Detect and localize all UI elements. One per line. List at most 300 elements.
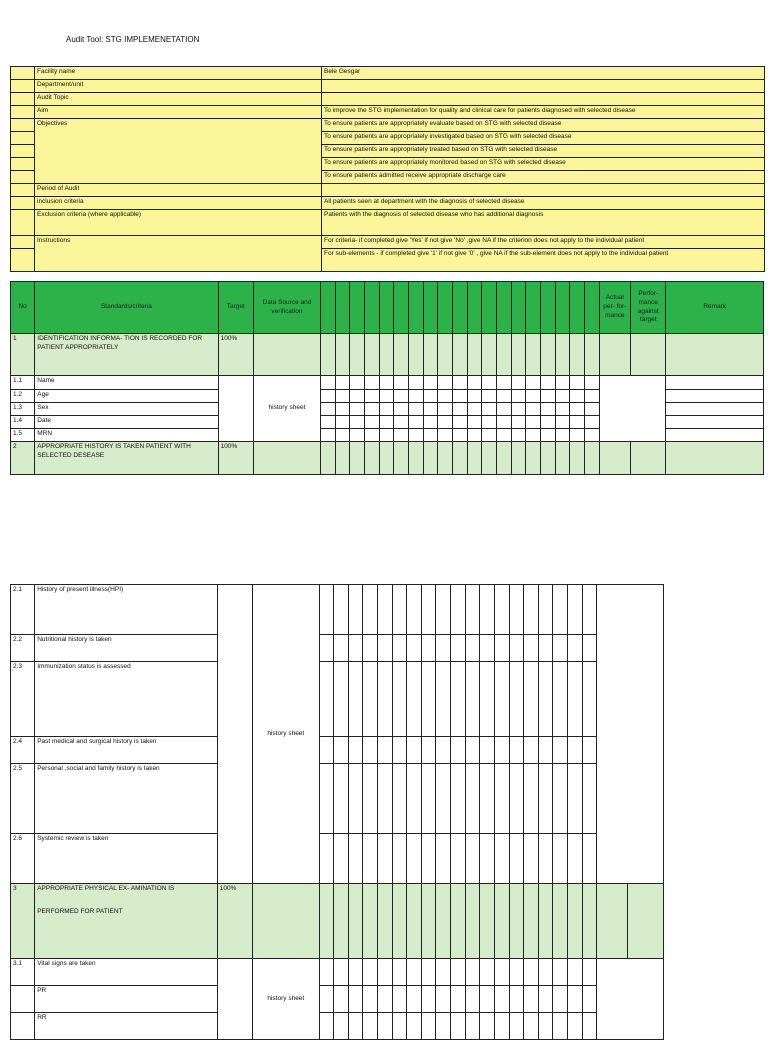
grid-cell (421, 834, 436, 884)
grid-cell (379, 390, 394, 403)
grid-cell (392, 737, 407, 764)
grid-cell (436, 959, 451, 986)
info-row (11, 119, 765, 132)
grid-cell (319, 662, 334, 737)
grid-cell (379, 442, 394, 475)
grid-cell (511, 390, 526, 403)
grid-cell (494, 635, 509, 662)
grid-cell (334, 986, 349, 1013)
grid-cell (436, 662, 451, 737)
grid-cell (407, 986, 422, 1013)
grid-cell (421, 1013, 436, 1040)
grid-cell (335, 334, 350, 376)
grid-cell (524, 635, 539, 662)
grid-cell (496, 403, 511, 416)
info-row (11, 197, 765, 210)
grid-cell (364, 403, 379, 416)
criterion-number: 1 (11, 334, 35, 376)
grid-cell (482, 334, 497, 376)
grid-cell (540, 334, 555, 376)
criterion-number: 3 (11, 884, 35, 959)
grid-cell (570, 442, 585, 475)
grid-cell (363, 635, 378, 662)
grid-cell (509, 986, 524, 1013)
grid-cell (567, 662, 582, 737)
info-marker (11, 210, 35, 236)
grid-cell (567, 959, 582, 986)
grid-cell (335, 376, 350, 390)
info-label (35, 158, 322, 171)
criterion-row (11, 442, 764, 475)
grid-cell (582, 986, 597, 1013)
header-target: Target (218, 282, 253, 334)
grid-cell (538, 884, 553, 959)
sub-source: history sheet (253, 959, 320, 1040)
grid-cell (540, 403, 555, 416)
grid-cell (540, 376, 555, 390)
grid-cell (555, 334, 570, 376)
grid-cell (582, 737, 597, 764)
grid-cell (423, 442, 438, 475)
grid-cell (408, 416, 423, 429)
grid-cell (467, 282, 482, 334)
grid-cell (438, 416, 453, 429)
grid-cell (334, 635, 349, 662)
grid-cell (555, 403, 570, 416)
grid-cell (436, 986, 451, 1013)
actual-cell (597, 884, 628, 959)
grid-cell (334, 1013, 349, 1040)
info-label: Objectives (35, 119, 322, 132)
info-row (11, 236, 765, 249)
grid-cell (567, 1013, 582, 1040)
grid-cell (392, 764, 407, 834)
info-row (11, 210, 765, 236)
grid-cell (494, 986, 509, 1013)
grid-cell (451, 764, 466, 834)
grid-cell (392, 1013, 407, 1040)
criterion-target: 100% (218, 334, 253, 376)
criteria-header-row (11, 282, 764, 334)
actual-cell (599, 442, 630, 475)
grid-cell (524, 662, 539, 737)
grid-cell (438, 403, 453, 416)
grid-cell (319, 884, 334, 959)
info-value: To improve the STG implementation for quality and clinical care for patients diagnosed with selected disease (322, 106, 765, 119)
sub-element-row (11, 986, 664, 1013)
grid-cell (407, 834, 422, 884)
grid-cell (451, 662, 466, 737)
info-marker (11, 184, 35, 197)
grid-cell (538, 959, 553, 986)
grid-cell (567, 884, 582, 959)
sub-element-row (11, 376, 764, 390)
grid-cell (394, 429, 409, 442)
grid-cell (392, 959, 407, 986)
grid-cell (379, 416, 394, 429)
grid-cell (452, 376, 467, 390)
info-value: To ensure patients are appropriately evaluate based on STG with selected disease (322, 119, 765, 132)
grid-cell (451, 834, 466, 884)
sub-element-number: 1.4 (11, 416, 35, 429)
grid-cell (334, 884, 349, 959)
info-marker (11, 197, 35, 210)
criterion-number: 2 (11, 442, 35, 475)
remark-cell (666, 416, 764, 429)
grid-cell (524, 834, 539, 884)
grid-cell (524, 1013, 539, 1040)
sub-element-row (11, 737, 664, 764)
grid-cell (582, 662, 597, 737)
info-label (35, 171, 322, 184)
grid-cell (494, 585, 509, 635)
grid-cell (509, 635, 524, 662)
grid-cell (540, 416, 555, 429)
grid-cell (465, 884, 480, 959)
grid-cell (538, 662, 553, 737)
grid-cell (350, 442, 365, 475)
grid-cell (423, 282, 438, 334)
info-label: Audit Topic (35, 93, 322, 106)
grid-cell (363, 884, 378, 959)
grid-cell (364, 429, 379, 442)
grid-cell (496, 334, 511, 376)
grid-cell (394, 390, 409, 403)
grid-cell (480, 884, 495, 959)
grid-cell (320, 416, 335, 429)
grid-cell (553, 959, 568, 986)
criterion-source (253, 884, 320, 959)
grid-cell (438, 429, 453, 442)
sub-element-text: Date (35, 416, 218, 429)
grid-cell (451, 1013, 466, 1040)
grid-cell (567, 986, 582, 1013)
grid-cell (555, 376, 570, 390)
grid-cell (348, 1013, 363, 1040)
grid-cell (526, 442, 541, 475)
criterion-text: IDENTIFICATION INFORMA- TION IS RECORDED FOR PATIENT APPROPRIATELY (35, 334, 218, 376)
sub-target (217, 585, 252, 884)
grid-cell (567, 764, 582, 834)
grid-cell (408, 282, 423, 334)
grid-cell (524, 585, 539, 635)
grid-cell (392, 585, 407, 635)
grid-cell (394, 442, 409, 475)
grid-cell (363, 764, 378, 834)
header-actual: Actual per- for- mance (599, 282, 630, 334)
grid-cell (423, 376, 438, 390)
grid-cell (494, 662, 509, 737)
grid-cell (538, 986, 553, 1013)
header-no: No (11, 282, 35, 334)
grid-cell (494, 834, 509, 884)
grid-cell (584, 403, 599, 416)
info-value: For criteria- if completed give 'Yes' if not give 'No' ,give NA if the criterion does not apply to the individual patient (322, 236, 765, 249)
grid-cell (394, 416, 409, 429)
info-label: Aim (35, 106, 322, 119)
grid-cell (335, 282, 350, 334)
grid-cell (320, 442, 335, 475)
info-value: Patients with the diagnosis of selected disease who has additional diagnosis (322, 210, 765, 236)
grid-cell (350, 416, 365, 429)
grid-cell (334, 585, 349, 635)
sub-element-number: 1.3 (11, 403, 35, 416)
grid-cell (335, 429, 350, 442)
grid-cell (363, 662, 378, 737)
grid-cell (465, 764, 480, 834)
grid-cell (452, 429, 467, 442)
grid-cell (378, 764, 393, 834)
info-row (11, 132, 765, 145)
grid-cell (421, 585, 436, 635)
grid-cell (467, 403, 482, 416)
sub-element-text: RR (35, 1013, 218, 1040)
grid-cell (421, 959, 436, 986)
grid-cell (570, 416, 585, 429)
grid-cell (451, 959, 466, 986)
grid-cell (509, 1013, 524, 1040)
grid-cell (480, 959, 495, 986)
info-marker (11, 80, 35, 93)
grid-cell (363, 959, 378, 986)
grid-cell (421, 884, 436, 959)
grid-cell (582, 884, 597, 959)
grid-cell (553, 834, 568, 884)
grid-cell (335, 403, 350, 416)
grid-cell (494, 764, 509, 834)
grid-cell (567, 635, 582, 662)
grid-cell (407, 585, 422, 635)
grid-cell (378, 834, 393, 884)
grid-cell (421, 662, 436, 737)
grid-cell (524, 884, 539, 959)
grid-cell (320, 429, 335, 442)
grid-cell (438, 334, 453, 376)
sub-element-row (11, 1013, 664, 1040)
grid-cell (526, 282, 541, 334)
grid-cell (540, 429, 555, 442)
grid-cell (553, 585, 568, 635)
grid-cell (319, 959, 334, 986)
grid-cell (526, 403, 541, 416)
grid-cell (540, 442, 555, 475)
grid-cell (553, 764, 568, 834)
grid-cell (482, 442, 497, 475)
grid-cell (335, 442, 350, 475)
sub-element-row (11, 662, 664, 737)
sub-source: history sheet (253, 585, 320, 884)
grid-cell (363, 585, 378, 635)
sub-element-row (11, 585, 664, 635)
grid-cell (408, 390, 423, 403)
grid-cell (320, 376, 335, 390)
grid-cell (582, 959, 597, 986)
grid-cell (421, 764, 436, 834)
grid-cell (407, 1013, 422, 1040)
sub-element-number: 3.1 (11, 959, 35, 986)
grid-cell (451, 585, 466, 635)
info-value (322, 184, 765, 197)
grid-cell (555, 442, 570, 475)
grid-cell (567, 585, 582, 635)
grid-cell (511, 376, 526, 390)
grid-cell (553, 662, 568, 737)
criteria-table-page1 (10, 281, 764, 475)
remark-cell (666, 376, 764, 390)
grid-cell (392, 834, 407, 884)
info-value: To ensure patients are appropriately treated based on STG with selected disease (322, 145, 765, 158)
grid-cell (582, 1013, 597, 1040)
grid-cell (319, 1013, 334, 1040)
grid-cell (465, 585, 480, 635)
grid-cell (438, 376, 453, 390)
grid-cell (423, 429, 438, 442)
grid-cell (364, 416, 379, 429)
grid-cell (348, 764, 363, 834)
grid-cell (407, 635, 422, 662)
grid-cell (553, 1013, 568, 1040)
grid-cell (408, 429, 423, 442)
grid-cell (538, 737, 553, 764)
grid-cell (392, 884, 407, 959)
grid-cell (421, 737, 436, 764)
grid-cell (526, 390, 541, 403)
grid-cell (452, 442, 467, 475)
grid-cell (407, 884, 422, 959)
sub-actual-performance (597, 959, 664, 1040)
grid-cell (465, 986, 480, 1013)
grid-cell (392, 986, 407, 1013)
sub-target (217, 959, 252, 1040)
criterion-text: APPROPRIATE HISTORY IS TAKEN PATIENT WITH SELECTED DESEASE (35, 442, 218, 475)
grid-cell (509, 662, 524, 737)
grid-cell (364, 282, 379, 334)
info-label: Facility name (35, 67, 322, 80)
grid-cell (509, 834, 524, 884)
sub-element-number: 2.5 (11, 764, 35, 834)
grid-cell (570, 403, 585, 416)
grid-cell (465, 635, 480, 662)
info-label (35, 249, 322, 272)
criterion-text-line2: PERFORMED FOR PATIENT (37, 907, 123, 915)
sub-element-text: Vital signs are taken (35, 959, 218, 986)
grid-cell (378, 959, 393, 986)
grid-cell (584, 429, 599, 442)
grid-cell (555, 416, 570, 429)
info-label: inclusion criteria (35, 197, 322, 210)
grid-cell (494, 884, 509, 959)
grid-cell (350, 282, 365, 334)
info-row (11, 145, 765, 158)
grid-cell (467, 334, 482, 376)
sub-element-number: 2.1 (11, 585, 35, 635)
grid-cell (452, 334, 467, 376)
grid-cell (423, 334, 438, 376)
grid-cell (538, 764, 553, 834)
grid-cell (555, 390, 570, 403)
grid-cell (378, 585, 393, 635)
grid-cell (334, 737, 349, 764)
grid-cell (538, 585, 553, 635)
criterion-row (11, 884, 664, 959)
info-value: To ensure patients are appropriately monitored based on STG with selected disease (322, 158, 765, 171)
sub-element-row (11, 959, 664, 986)
sub-element-text: Nutritional history is taken (35, 635, 218, 662)
grid-cell (408, 376, 423, 390)
grid-cell (378, 884, 393, 959)
grid-cell (319, 635, 334, 662)
grid-cell (350, 334, 365, 376)
grid-cell (582, 585, 597, 635)
grid-cell (496, 390, 511, 403)
grid-cell (584, 390, 599, 403)
grid-cell (364, 334, 379, 376)
grid-cell (319, 737, 334, 764)
info-marker (11, 145, 35, 158)
grid-cell (538, 1013, 553, 1040)
sub-element-text: PR (35, 986, 218, 1013)
header-performance: Perfor- mance against target (631, 282, 666, 334)
remark-cell (666, 442, 764, 475)
grid-cell (407, 764, 422, 834)
grid-cell (421, 986, 436, 1013)
grid-cell (511, 416, 526, 429)
grid-cell (394, 376, 409, 390)
grid-cell (526, 416, 541, 429)
grid-cell (378, 662, 393, 737)
grid-cell (480, 585, 495, 635)
grid-cell (378, 635, 393, 662)
grid-cell (421, 635, 436, 662)
grid-cell (407, 959, 422, 986)
criterion-text-line1: APPROPRIATE PHYSICAL EX- AMINATION IS (37, 885, 175, 892)
grid-cell (452, 390, 467, 403)
criterion-text (35, 884, 218, 959)
grid-cell (511, 442, 526, 475)
grid-cell (511, 334, 526, 376)
grid-cell (526, 376, 541, 390)
info-row (11, 184, 765, 197)
grid-cell (334, 764, 349, 834)
sub-element-number: 2.2 (11, 635, 35, 662)
info-marker (11, 93, 35, 106)
grid-cell (348, 737, 363, 764)
info-value: Bele Gesgar (322, 67, 765, 80)
grid-cell (524, 737, 539, 764)
grid-cell (438, 390, 453, 403)
grid-cell (363, 986, 378, 1013)
grid-cell (363, 1013, 378, 1040)
grid-cell (319, 834, 334, 884)
criterion-target: 100% (218, 442, 253, 475)
grid-cell (364, 442, 379, 475)
grid-cell (482, 390, 497, 403)
grid-cell (509, 737, 524, 764)
grid-cell (451, 737, 466, 764)
grid-cell (392, 662, 407, 737)
info-marker (11, 119, 35, 132)
grid-cell (319, 585, 334, 635)
sub-element-number: 1.2 (11, 390, 35, 403)
grid-cell (350, 429, 365, 442)
info-marker (11, 236, 35, 249)
grid-cell (319, 986, 334, 1013)
grid-cell (553, 884, 568, 959)
grid-cell (452, 416, 467, 429)
header-standards: Standards/criteria (35, 282, 218, 334)
grid-cell (465, 737, 480, 764)
grid-cell (451, 986, 466, 1013)
